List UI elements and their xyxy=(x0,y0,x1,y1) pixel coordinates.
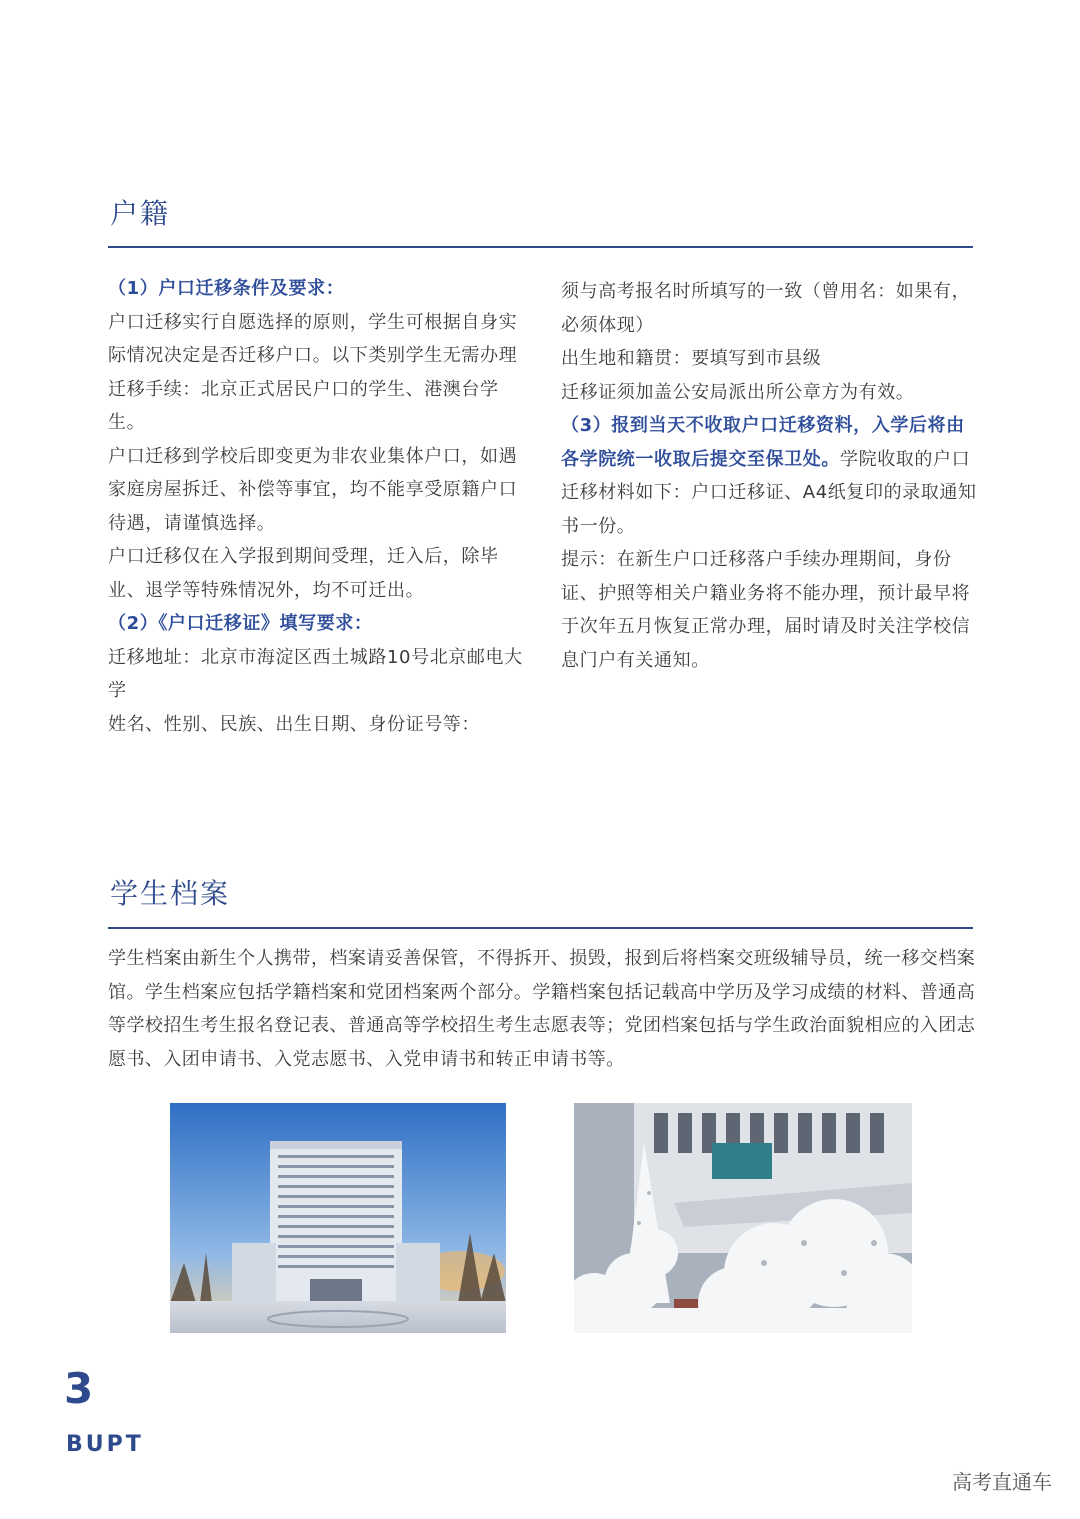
huji-right-para: 须与高考报名时所填写的一致（曾用名：如果有，必须体现） xyxy=(561,281,971,336)
archive-body: 学生档案由新生个人携带，档案请妥善保管，不得拆开、损毁，报到后将档案交班级辅导员，统一移交档案馆。学生档案应包括学籍档案和党团档案两个部分。学籍档案包括记载高中学历及学习成绩的材料、普通高等学校招生考生报名登记表、普通高等学校招生考生志愿表等；党团档案包括与学生政治面貌相应的入团志愿书、入团申请书、入党志愿书、入党申请书和转正申请书等。 xyxy=(108,948,976,1070)
huji-right-para: 迁移证须加盖公安局派出所公章方为有效。 xyxy=(561,381,915,403)
section-title-archive: 学生档案 xyxy=(110,877,231,910)
huji-left-para: 户口迁移实行自愿选择的原则，学生可根据自身实际情况决定是否迁移户口。以下类别学生无需办理迁移手续：北京正式居民户口的学生、港澳台学生。 xyxy=(108,311,518,433)
huji-left-para: 户口迁移仅在入学报到期间受理，迁入后，除毕业、退学等特殊情况外，均不可迁出。 xyxy=(108,546,499,601)
watermark: 高考直通车 xyxy=(952,1470,1052,1494)
huji-left-para: （2）《户口迁移证》填写要求： xyxy=(108,613,373,634)
huji-left-para: 迁移地址：北京市海淀区西土城路10号北京邮电大学 xyxy=(108,646,523,701)
brand-logo-text: BUPT xyxy=(66,1432,144,1457)
huji-right-para: 出生地和籍贯：要填写到市县级 xyxy=(561,348,822,369)
huji-left-para: 姓名、性别、民族、出生日期、身份证号等： xyxy=(108,713,480,735)
page-number: 3 xyxy=(64,1364,94,1413)
section-divider-huji xyxy=(108,246,973,248)
huji-right-column xyxy=(561,275,979,677)
section-title-huji: 户籍 xyxy=(110,197,171,230)
snow-building-photo xyxy=(574,1103,912,1333)
huji-right-para: 提示：在新生户口迁移落户手续办理期间，身份证、护照等相关户籍业务将不能办理，预计最早将于次年五月恢复正常办理，届时请及时关注学校信息门户有关通知。 xyxy=(561,549,971,671)
huji-right-para-mixed xyxy=(561,409,979,543)
huji-left-para: （1）户口迁移条件及要求： xyxy=(108,278,345,299)
huji-left-para: 户口迁移到学校后即变更为非农业集体户口，如遇家庭房屋拆迁、补偿等事宜，均不能享受原籍户口待遇，请谨慎选择。 xyxy=(108,445,518,534)
huji-right-highlight: （3）报到当天不收取户口迁移资料，入学后将由各学院统一收取后提交至保卫处。 xyxy=(561,415,965,470)
huji-left-column xyxy=(108,272,526,741)
section-divider-archive xyxy=(108,927,973,929)
main-building-photo xyxy=(170,1103,506,1333)
main-building-illustration xyxy=(170,1103,506,1333)
snow-building-illustration xyxy=(574,1103,912,1333)
huji-right-rest: 学院收取的户口迁移材料如下：户口迁移证、A4纸复印的录取通知书一份。 xyxy=(561,448,977,537)
